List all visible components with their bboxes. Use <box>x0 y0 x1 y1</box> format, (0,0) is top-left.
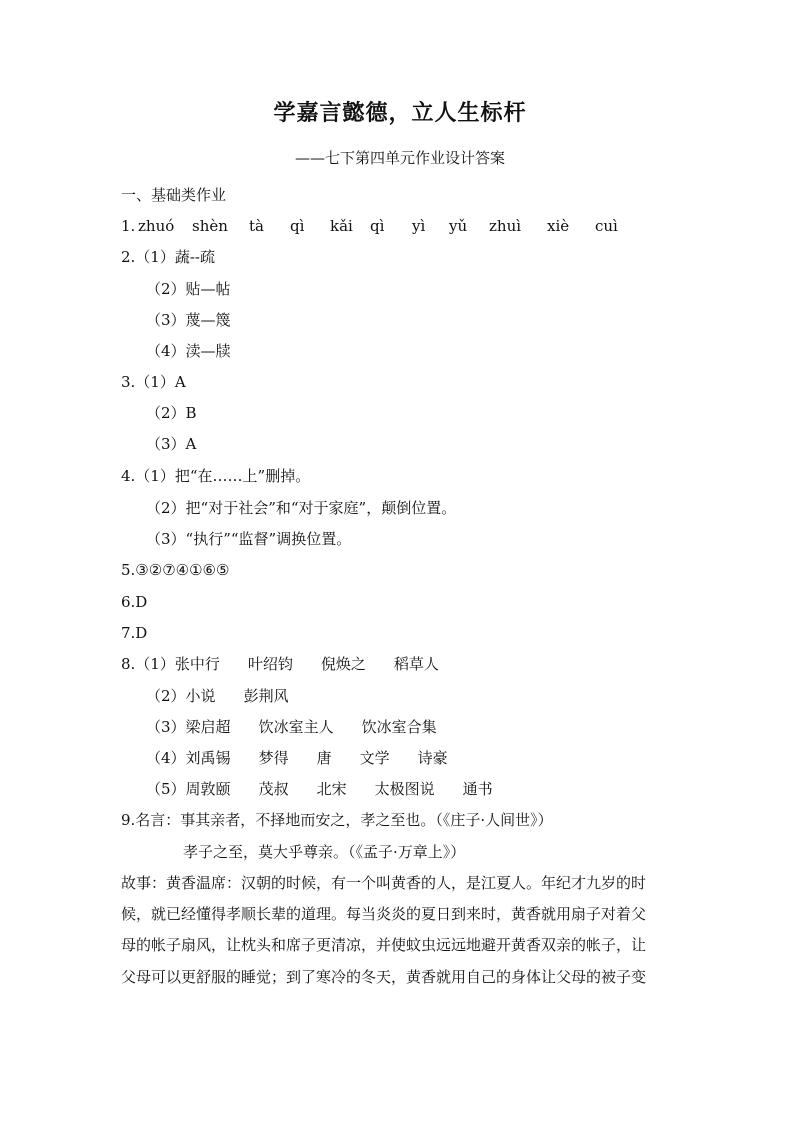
pinyin-6: qì <box>370 217 385 235</box>
pinyin-8: yǔ <box>449 217 468 235</box>
q9-story-line-3: 母的帐子扇风，让枕头和席子更清凉，并使蚊虫远远地避开黄香双亲的帐子，让 <box>121 936 647 954</box>
q8-row-5-item-3: 北宋 <box>316 780 347 798</box>
q2-line-4: （4）渎—牍 <box>146 342 231 360</box>
q8-row-1-item-3: 倪焕之 <box>320 655 366 673</box>
pinyin-11: cuì <box>595 217 618 235</box>
q8-row-4-prefix: （4） <box>146 749 186 767</box>
q8-row-3-prefix: （3） <box>146 718 186 736</box>
pinyin-2: shèn <box>192 217 228 235</box>
q9-quote-1: 9.名言：事其亲者，不择地而安之，孝之至也。（《庄子·人间世》） <box>121 811 553 829</box>
q8-row-5-prefix: （5） <box>146 780 186 798</box>
q8-row-5-item-4: 太极图说 <box>374 780 435 798</box>
q9-quote-2: 孝子之至，莫大乎尊亲。（《孟子·万章上》） <box>183 843 466 861</box>
q1-number: 1. <box>121 217 136 235</box>
q2-line-2: （2）贴—帖 <box>146 280 231 298</box>
section-heading: 一、基础类作业 <box>121 186 227 204</box>
q9-story-line-4: 父母可以更舒服的睡觉；到了寒冷的冬天，黄香就用自己的身体让父母的被子变 <box>121 968 647 986</box>
pinyin-1: zhuó <box>138 217 175 235</box>
q6-answer: 6.D <box>121 593 148 611</box>
document-subtitle: ——七下第四单元作业设计答案 <box>294 149 505 167</box>
q8-row-1-item-1: 张中行 <box>174 655 220 673</box>
q8-row-1-item-4: 稻草人 <box>393 655 439 673</box>
q3-line-3: （3）A <box>146 435 197 453</box>
q8-row-5 <box>146 779 493 799</box>
q3-line-1: 3.（1）A <box>121 373 186 391</box>
q5-answer: 5.③②⑦④①⑥⑤ <box>121 561 230 579</box>
q8-row-4-item-4: 文学 <box>359 749 390 767</box>
q8-row-4 <box>146 748 448 768</box>
q8-row-4-item-5: 诗豪 <box>417 749 448 767</box>
q9-story-line-1: 故事：黄香温席：汉朝的时候，有一个叫黄香的人，是江夏人。年纪才九岁的时 <box>121 874 647 892</box>
pinyin-10: xiè <box>547 217 570 235</box>
q4-line-1: 4.（1）把“在……上”删掉。 <box>121 467 311 485</box>
q8-row-3 <box>146 717 437 737</box>
q8-row-2 <box>146 686 289 706</box>
q8-row-5-item-1: 周敦颐 <box>185 780 231 798</box>
q8-row-1-prefix: 8.（1） <box>121 655 175 673</box>
document-title: 学嘉言懿德，立人生标杆 <box>273 101 527 126</box>
q8-row-5-item-2: 茂叔 <box>258 780 289 798</box>
q8-row-1 <box>121 654 439 674</box>
q3-line-2: （2）B <box>146 404 197 422</box>
q7-answer: 7.D <box>121 624 148 642</box>
q8-row-3-item-1: 梁启超 <box>185 718 231 736</box>
pinyin-4: qì <box>290 217 305 235</box>
q2-line-1: 2.（1）蔬--疏 <box>121 248 215 266</box>
q4-line-3: （3）“执行”“监督”调换位置。 <box>146 530 352 548</box>
q8-row-5-item-5: 通书 <box>462 780 493 798</box>
q9-story-line-2: 候，就已经懂得孝顺长辈的道理。每当炎炎的夏日到来时，黄香就用扇子对着父 <box>121 905 647 923</box>
q8-row-2-item-2: 彭荆风 <box>243 687 289 705</box>
q8-row-2-prefix: （2） <box>146 687 186 705</box>
q8-row-3-item-3: 饮冰室合集 <box>361 718 437 736</box>
q8-row-2-item-1: 小说 <box>185 687 216 705</box>
q8-row-4-item-1: 刘禹锡 <box>185 749 231 767</box>
q2-line-3: （3）蔑—篾 <box>146 311 231 329</box>
pinyin-5: kǎi <box>330 217 353 235</box>
q8-row-1-item-2: 叶绍钧 <box>247 655 293 673</box>
q8-row-4-item-3: 唐 <box>316 749 332 767</box>
pinyin-3: tà <box>249 217 264 235</box>
pinyin-9: zhuì <box>489 217 522 235</box>
q4-line-2: （2）把“对于社会”和“对于家庭”，颠倒位置。 <box>146 499 457 517</box>
q8-row-4-item-2: 梦得 <box>258 749 289 767</box>
pinyin-7: yì <box>412 217 426 235</box>
q8-row-3-item-2: 饮冰室主人 <box>258 718 334 736</box>
